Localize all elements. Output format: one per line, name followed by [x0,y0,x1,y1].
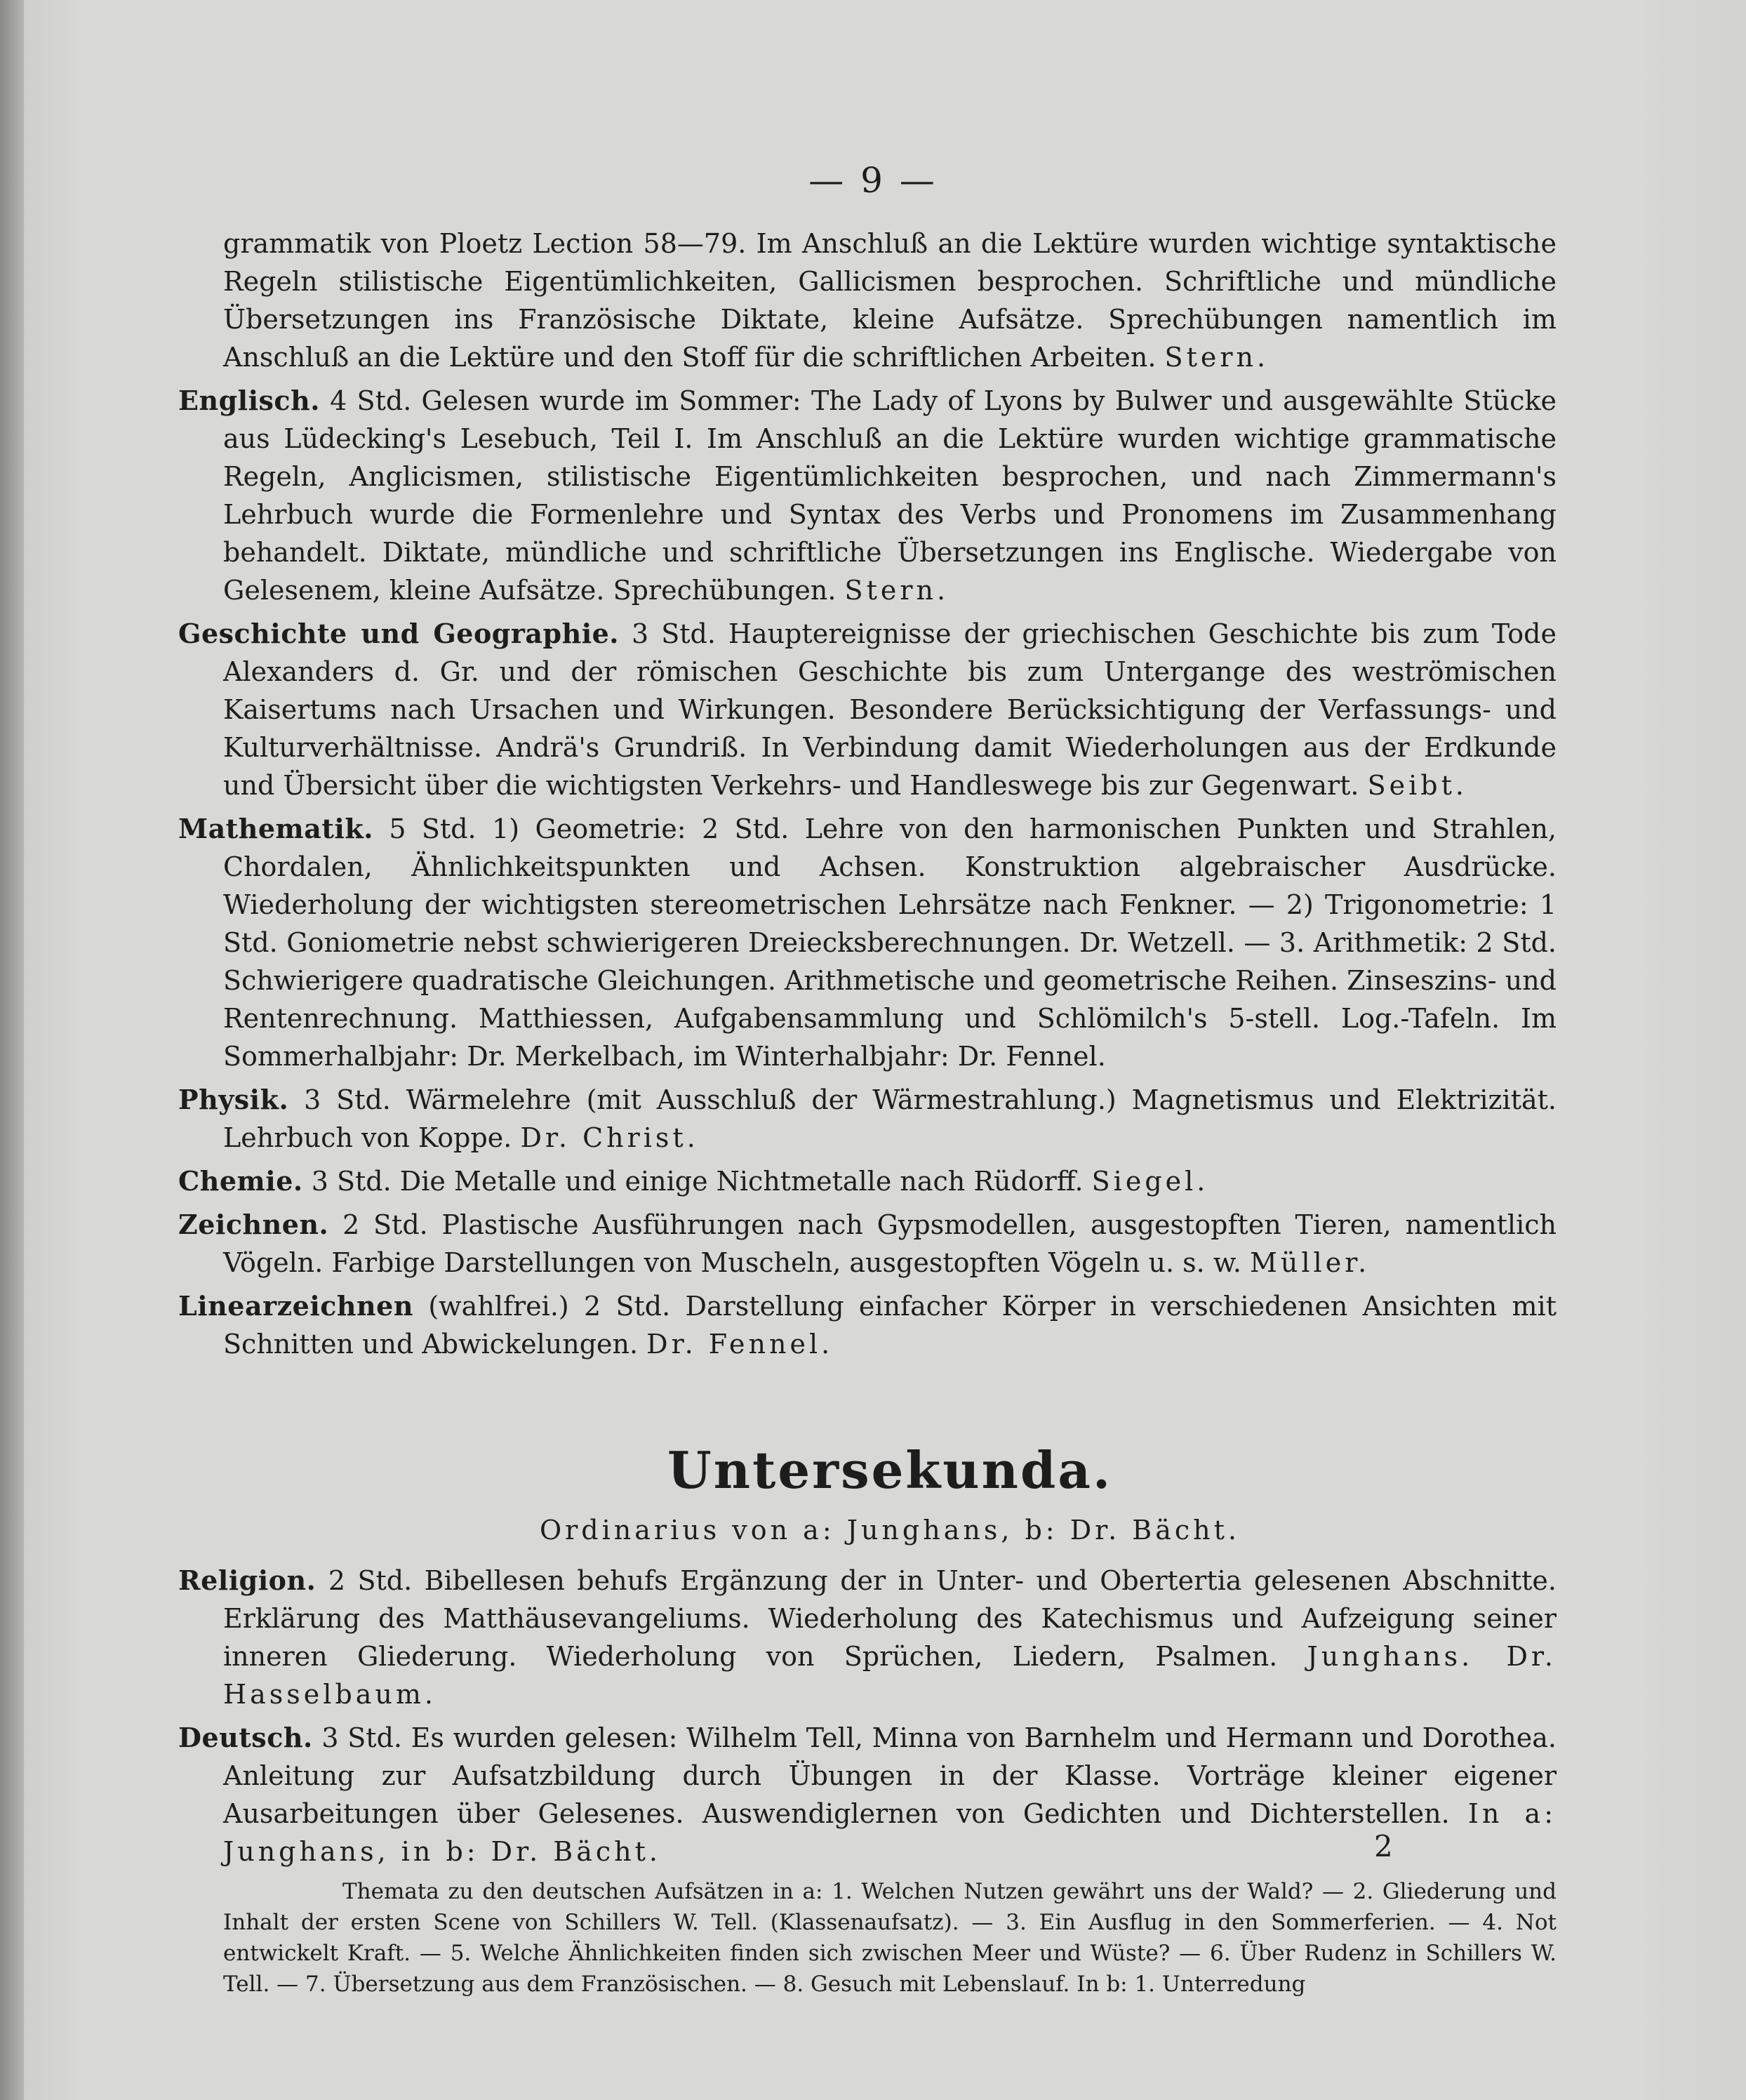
paragraph-text: grammatik von Ploetz Lection 58—79. Im Anschluß an die Lektüre wurden wichtige syntaktische Regeln stilistische Eigentümlichkeiten, Gallicismen besprochen. Schriftliche und mündliche Übersetzungen ins Französische Diktate, kleine Aufsätze. Sprechübungen namentlich im Anschluß an die Lektüre und den Stoff für die schriftlichen Arbeiten. [223,228,1557,373]
paragraph-text: 2 Std. Bibellesen behufs Ergänzung der in Unter- und Obertertia gelesenen Abschnitte. Erklärung des Matthäusevangeliums. Wiederholung des Katechismus und Aufzeigung seiner inneren Gliederung. Wiederholung von Sprüchen, Liedern, Psalmen. [223,1565,1557,1672]
paragraph-linearzeichnen [178,1287,1557,1363]
subject-heading: Physik. [178,1084,289,1115]
page-number: — 9 — [808,160,938,201]
paragraph-deutsch [178,1719,1557,1870]
subject-heading: Zeichnen. [178,1209,329,1240]
paragraph-text: 4 Std. Gelesen wurde im Sommer: The Lady of Lyons by Bulwer und ausgewählte Stücke aus Lüdecking's Lesebuch, Teil I. Im Anschluß an die Lektüre wurden wichtige grammatische Regeln, Anglicismen, stilistische Eigentümlichkeiten besprochen, und nach Zimmermann's Lehrbuch wurde die Formenlehre und Syntax des Verbs und Pronomens im Zusammenhang behandelt. Diktate, mündliche und schriftliche Übersetzungen ins Englische. Wiedergabe von Gelesenem, kleine Aufsätze. Sprechübungen. [223,385,1557,606]
subject-heading: Deutsch. [178,1722,313,1753]
subject-heading: Religion. [178,1564,316,1596]
paragraph-text: 3 Std. Die Metalle und einige Nichtmetalle nach Rüdorff. [311,1166,1084,1197]
teacher-name: Seibt. [1367,770,1467,801]
paragraph-text: 2 Std. Plastische Ausführungen nach Gypsmodellen, ausgestopften Tieren, namentlich Vögeln. Farbige Darstellungen von Muscheln, ausgestopften Vögeln u. s. w. [223,1209,1557,1278]
paragraph-text: 3 Std. Wärmelehre (mit Ausschluß der Wärmestrahlung.) Magnetismus und Elektrizität. Lehrbuch von Koppe. [223,1084,1557,1153]
subject-heading: Geschichte und Geographie. [178,618,620,649]
teacher-name: Junghans. Dr. Hasselbaum. [223,1641,1557,1710]
book-gutter [0,0,24,2100]
teacher-name: Siegel. [1091,1166,1209,1197]
teacher-name: Müller. [1250,1247,1371,1278]
paragraph-religion [178,1562,1557,1713]
teacher-name: Dr. Christ. [520,1122,699,1153]
themes-note: Themata zu den deutschen Aufsätzen in a: 1. Welchen Nutzen gewährt uns der Wald? — 2. Gliederung und Inhalt der ersten Scene von Schillers W. Tell. (Klassenaufsatz). — 3. Ein Ausflug in den Sommerferien. — 4. Not entwickelt Kraft. — 5. Welche Ähnlichkeiten finden sich zwischen Meer und Wüste? — 6. Über Rudenz in Schillers W. Tell. — 7. Übersetzung aus dem Französischen. — 8. Gesuch mit Lebenslauf. In b: 1. Unterredung [223,1879,1557,1997]
teacher-name: Dr. Fennel. [646,1329,834,1360]
teacher-name: Stern. [1164,342,1269,373]
paragraph-text: 5 Std. 1) Geometrie: 2 Std. Lehre von den harmonischen Punkten und Strahlen, Chordalen, Ähnlichkeitspunkten und Achsen. Konstruktion algebraischer Ausdrücke. Wiederholung der wichtigsten stereometrischen Lehrsätze nach Fenkner. — 2) Trigonometrie: 1 Std. Goniometrie nebst schwierigeren Dreiecksberechnungen. Dr. Wetzell. — 3. Arithmetik: 2 Std. Schwierigere quadratische Gleichungen. Arithmetische und geometrische Reihen. Zinseszins- und Rentenrechnung. Matthiessen, Aufgabensammlung und Schlömilch's 5-stell. Log.-Tafeln. Im Sommerhalbjahr: Dr. Merkelbach, im Winterhalbjahr: Dr. Fennel. [223,813,1557,1072]
paragraph-chemie [178,1162,1557,1200]
subject-heading: Englisch. [178,385,320,416]
signature-mark: 2 [1374,1829,1393,1863]
ordinarius-line: Ordinarius von a: Junghans, b: Dr. Bächt. [539,1515,1240,1546]
paragraph-physik [178,1081,1557,1157]
subject-heading: Linearzeichnen [178,1290,413,1322]
paragraph-geschichte [178,615,1557,804]
subject-heading: Chemie. [178,1165,303,1197]
paragraph-englisch [178,382,1557,609]
paragraph-french-continuation [223,225,1557,376]
paragraph-text: (wahlfrei.) 2 Std. Darstellung einfacher Körper in verschiedenen Ansichten mit Schnitten und Abwickelungen. [223,1291,1557,1360]
section-title: Untersekunda. [667,1440,1113,1500]
subject-heading: Mathematik. [178,813,373,844]
paragraph-text: 3 Std. Es wurden gelesen: Wilhelm Tell, Minna von Barnhelm und Hermann und Dorothea. Anleitung zur Aufsatzbildung durch Übungen in der Klasse. Vorträge kleiner eigener Ausarbeitungen über Gelesenes. Auswendiglernen von Gedichten und Dichterstellen. [223,1722,1557,1829]
paragraph-text: 3 Std. Hauptereignisse der griechischen Geschichte bis zum Tode Alexanders d. Gr. und der römischen Geschichte bis zum Untergange des weströmischen Kaisertums nach Ursachen und Wirkungen. Besondere Berücksichtigung der Verfassungs- und Kulturverhältnisse. Andrä's Grundriß. In Verbindung damit Wiederholungen aus der Erdkunde und Übersicht über die wichtigsten Verkehrs- und Handleswege bis zur Gegenwart. [223,618,1557,801]
paragraph-zeichnen [178,1206,1557,1282]
teacher-name: In a: Junghans, in b: Dr. Bächt. [223,1798,1557,1867]
page-body [178,225,1557,2000]
paragraph-mathematik [178,810,1557,1075]
teacher-name: Stern. [844,575,949,606]
